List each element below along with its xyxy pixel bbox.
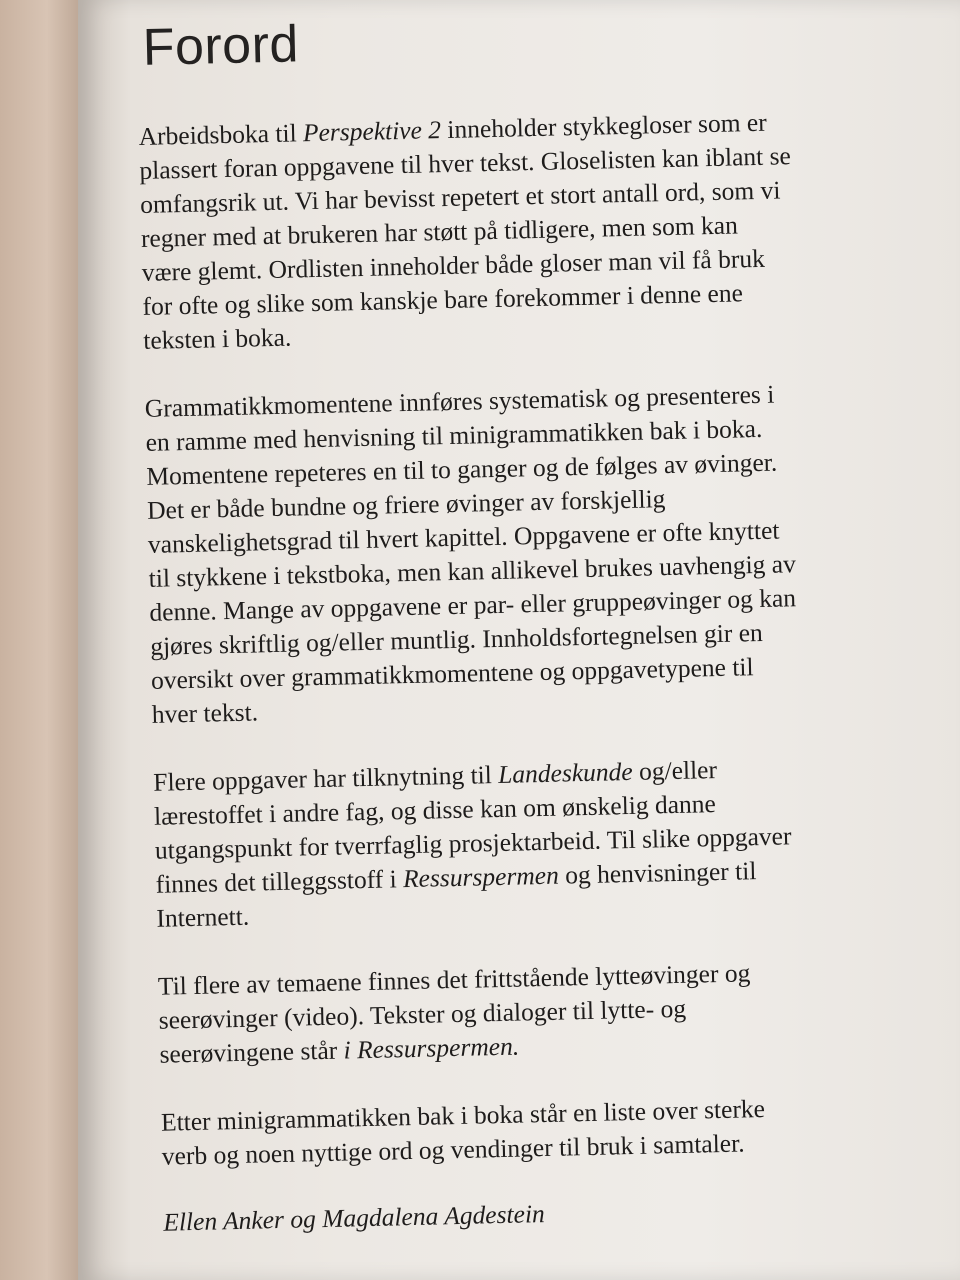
text-line: gjøres skriftlig og/eller muntlig. Innholdsfortegnelsen gir en — [149, 617, 764, 661]
text-line: Grammatikkmomentene innføres systematisk og presenteres i — [144, 379, 775, 423]
text-segment: seerøvingene står — [159, 1035, 344, 1069]
text-segment: og henvisninger til — [558, 856, 757, 890]
text-line: seerøvinger (video). Tekster og dialoger til lytte- og — [158, 993, 687, 1035]
paragraph-1 — [138, 104, 843, 358]
text-line: utgangspunkt for tverrfaglig prosjektarbeid. Til slike oppgaver — [154, 821, 792, 865]
text-segment: og/eller — [632, 755, 718, 786]
paragraph-4 — [158, 954, 860, 1072]
book-page — [78, 0, 960, 1280]
text-line: Det er både bundne og friere øvinger av forskjellig — [146, 484, 666, 525]
italic-title: Landeskunde — [497, 756, 634, 789]
text-line: til stykkene i tekstboka, men kan allikevel brukes uavhengig av — [148, 549, 797, 593]
italic-title: i Ressurspermen. — [343, 1031, 520, 1065]
text-segment: Arbeidsboka til — [138, 118, 304, 151]
paragraph-2 — [144, 376, 852, 732]
text-line: teksten i boka. — [142, 322, 292, 355]
italic-title: Ressurspermen — [402, 860, 560, 894]
text-line: en ramme med henvisning til minigrammatikken bak i boka. — [145, 413, 763, 457]
text-line: denne. Mange av oppgavene er par- eller gruppeøvinger og kan — [149, 583, 797, 627]
text-line: verb og noen nyttige ord og vendinger til bruk i samtaler. — [161, 1128, 745, 1171]
paragraph-5 — [161, 1090, 862, 1174]
text-line: hver tekst. — [151, 697, 259, 729]
text-line: lærestoffet i andre fag, og disse kan om ønskelig danne — [153, 789, 717, 831]
text-line: omfangsrik ut. Vi har bevisst repetert et stort antall ord, som vi — [139, 175, 781, 219]
page-title: Forord — [142, 15, 300, 77]
text-line: Etter minigrammatikken bak i boka står en liste over sterke — [160, 1094, 766, 1137]
signature: Ellen Anker og Magdalena Agdestein — [162, 1199, 546, 1237]
italic-title: Perspektive 2 — [302, 115, 442, 148]
text-line: være glemt. Ordlisten inneholder både gloser man vil få bruk — [141, 243, 766, 287]
book-spine — [0, 0, 78, 1280]
paragraph-3 — [153, 750, 857, 936]
text-line: oversikt over grammatikkmomentene og oppgavetypene til — [150, 652, 754, 695]
paragraphs — [138, 104, 862, 1174]
text-segment: Flere oppgaver har tilknytning til — [153, 759, 499, 797]
text-line: Momentene repeteres en til to ganger og de følges av øvinger. — [146, 447, 778, 491]
text-segment: inneholder stykkegloser som er — [440, 107, 767, 145]
text-segment: finnes det tilleggsstoff i — [155, 864, 404, 899]
text-line: regner med at brukeren har støtt på tidligere, men som kan — [140, 210, 739, 253]
text-line: Internett. — [156, 901, 250, 933]
text-line: plassert foran oppgavene til hver tekst. Gloselisten kan iblant se — [139, 141, 792, 185]
page-content — [136, 2, 863, 1238]
text-line: vanskelighetsgrad til hvert kapittel. Oppgavene er ofte knyttet — [147, 515, 780, 559]
text-line: Til flere av temaene finnes det frittstående lytteøvinger og — [157, 958, 751, 1001]
text-line: for ofte og slike som kanskje bare forekommer i denne ene — [142, 278, 744, 321]
